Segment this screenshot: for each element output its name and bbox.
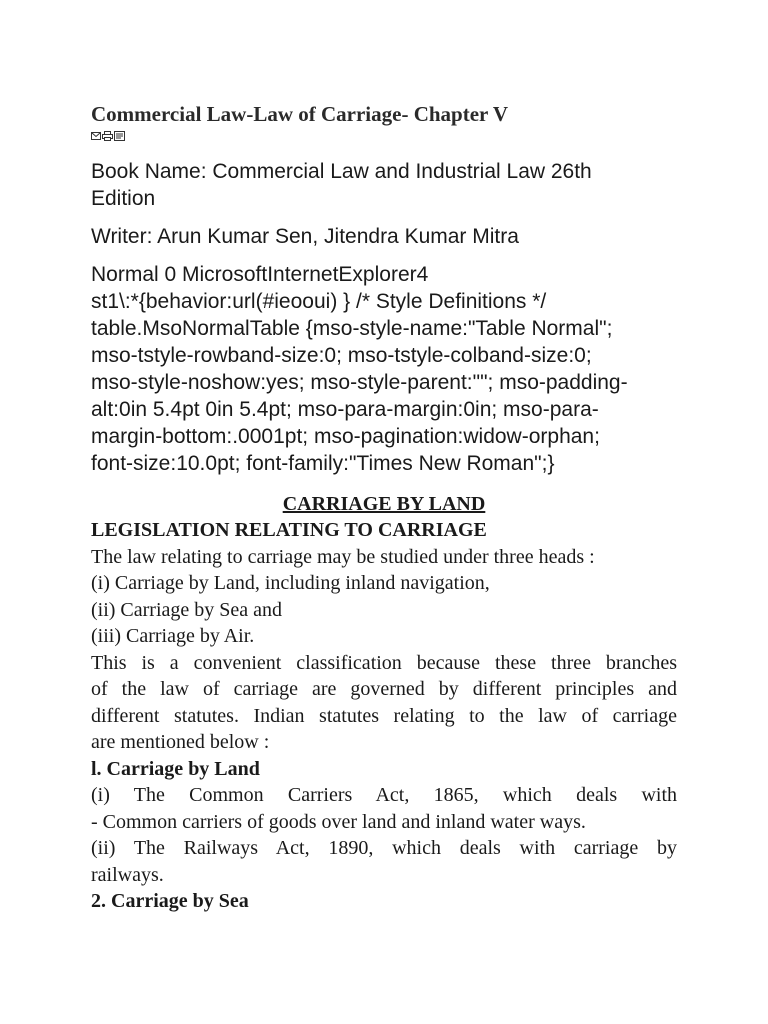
document-page	[91, 101, 677, 915]
email-icon[interactable]	[91, 131, 101, 141]
head-item: (iii) Carriage by Air.	[91, 625, 255, 647]
paragraph-line: This is a convenient classification because these three branches	[91, 651, 677, 674]
paragraph-line: (ii) The Railways Act, 1890, which deals with carriage by	[91, 837, 677, 859]
sea-heading: 2. Carriage by Sea	[91, 890, 249, 912]
print-icon[interactable]	[102, 131, 113, 141]
book-name-line-1: Book Name: Commercial Law and Industrial Law 26th	[91, 160, 592, 183]
pdf-icon[interactable]	[114, 131, 125, 141]
css-line: st1\:*{behavior:url(#ieooui) } /* Style Definitions */	[91, 290, 547, 313]
css-line: font-size:10.0pt; font-family:"Times New Roman";}	[91, 452, 555, 475]
document-title: Commercial Law-Law of Carriage- Chapter V	[91, 102, 509, 126]
body-text	[91, 517, 677, 915]
leaked-style-definitions	[91, 261, 677, 477]
subheading: LEGISLATION RELATING TO CARRIAGE	[91, 519, 487, 541]
paragraph-line: of the law of carriage are governed by different principles and	[91, 678, 677, 700]
css-line: margin-bottom:.0001pt; mso-pagination:widow-orphan;	[91, 425, 600, 448]
section-heading: CARRIAGE BY LAND	[282, 493, 486, 515]
paragraph-line: - Common carriers of goods over land and inland water ways.	[91, 810, 586, 833]
book-name-line-2: Edition	[91, 187, 156, 210]
head-item: (i) Carriage by Land, including inland navigation,	[91, 572, 490, 594]
land-item-2	[91, 835, 677, 888]
css-line: table.MsoNormalTable {mso-style-name:"Table Normal";	[91, 317, 613, 340]
writer: Writer: Arun Kumar Sen, Jitendra Kumar Mitra	[91, 225, 519, 248]
land-item-1	[91, 782, 677, 835]
css-line: mso-style-noshow:yes; mso-style-parent:""; mso-padding-	[91, 371, 628, 394]
paragraph-line: (i) The Common Carriers Act, 1865, which deals with	[91, 784, 677, 806]
land-heading: l. Carriage by Land	[91, 757, 260, 780]
book-name	[91, 158, 677, 212]
head-item: (ii) Carriage by Sea and	[91, 598, 283, 621]
classification-paragraph	[91, 650, 677, 756]
paragraph-line: different statutes. Indian statutes relating to the law of carriage	[91, 704, 677, 727]
css-line: mso-tstyle-rowband-size:0; mso-tstyle-colband-size:0;	[91, 344, 592, 367]
css-line: Normal 0 MicrosoftInternetExplorer4	[91, 263, 429, 286]
css-line: alt:0in 5.4pt 0in 5.4pt; mso-para-margin:0in; mso-para-	[91, 398, 599, 421]
paragraph-line: are mentioned below :	[91, 731, 270, 753]
intro-paragraph: The law relating to carriage may be studied under three heads :	[91, 545, 595, 568]
share-icons	[91, 128, 677, 144]
paragraph-line: railways.	[91, 863, 164, 886]
